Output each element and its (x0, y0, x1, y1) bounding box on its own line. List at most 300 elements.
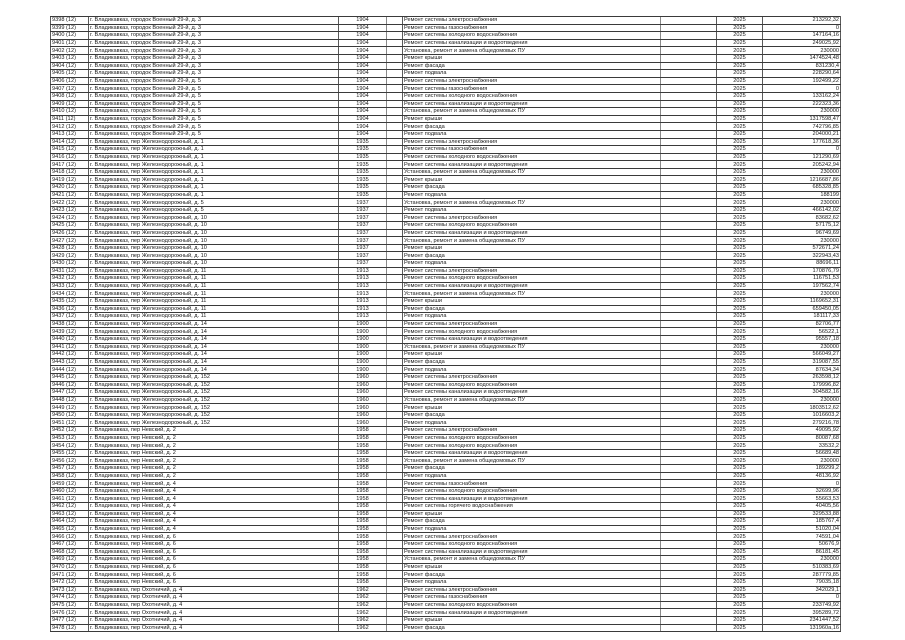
address-cell: г. Владикавказ, пер Железнодорожный, д. 10 (89, 252, 339, 260)
plan-year-cell: 2025 (717, 138, 763, 146)
cost-cell: 87634,34 (763, 366, 841, 374)
blank-cell (661, 214, 717, 222)
table-row (51, 404, 841, 412)
blank-cell (661, 373, 717, 381)
table-row (51, 206, 841, 214)
plan-year-cell: 2025 (717, 556, 763, 564)
blank-cell (661, 457, 717, 465)
blank-cell (387, 176, 403, 184)
address-cell: г. Владикавказ, пер Железнодорожный, д. 10 (89, 229, 339, 237)
row-id-cell: 9439 (12) (51, 328, 89, 336)
blank-cell (387, 275, 403, 283)
blank-cell (661, 578, 717, 586)
cost-cell: 177618,36 (763, 138, 841, 146)
cost-cell: 205242,94 (763, 161, 841, 169)
plan-year-cell: 2025 (717, 153, 763, 161)
blank-cell (661, 39, 717, 47)
cost-cell: 55663,53 (763, 495, 841, 503)
blank-cell (387, 320, 403, 328)
cost-cell: 1317598,47 (763, 115, 841, 123)
table-row (51, 389, 841, 397)
cost-cell: 279216,78 (763, 419, 841, 427)
table-row (51, 578, 841, 586)
plan-year-cell: 2025 (717, 381, 763, 389)
table-row (51, 77, 841, 85)
row-id-cell: 9469 (12) (51, 556, 89, 564)
blank-cell (661, 199, 717, 207)
cost-cell: 742796,85 (763, 123, 841, 131)
table-row (51, 222, 841, 230)
address-cell: г. Владикавказ, пер Охотничий, д. 4 (89, 586, 339, 594)
table-row (51, 616, 841, 624)
build-year-cell: 1962 (339, 586, 387, 594)
table-row (51, 290, 841, 298)
row-id-cell: 9451 (12) (51, 419, 89, 427)
work-type-cell: Ремонт фасада (403, 465, 661, 473)
work-type-cell: Ремонт подвала (403, 191, 661, 199)
row-id-cell: 9426 (12) (51, 229, 89, 237)
row-id-cell: 9414 (12) (51, 138, 89, 146)
address-cell: г. Владикавказ, городок Военный 29-й, д. 5 (89, 85, 339, 93)
work-type-cell: Ремонт системы холодного водоснабжения (403, 275, 661, 283)
table-row (51, 138, 841, 146)
blank-cell (387, 130, 403, 138)
build-year-cell: 1958 (339, 449, 387, 457)
table-row (51, 442, 841, 450)
work-type-cell: Ремонт системы канализации и водоотведения (403, 39, 661, 47)
address-cell: г. Владикавказ, пер Железнодорожный, д. 152 (89, 404, 339, 412)
build-year-cell: 1904 (339, 92, 387, 100)
plan-year-cell: 2025 (717, 62, 763, 70)
plan-year-cell: 2025 (717, 351, 763, 359)
address-cell: г. Владикавказ, пер Железнодорожный, д. 11 (89, 282, 339, 290)
build-year-cell: 1962 (339, 594, 387, 602)
blank-cell (661, 328, 717, 336)
work-type-cell: Ремонт крыши (403, 297, 661, 305)
table-row (51, 457, 841, 465)
table-row (51, 168, 841, 176)
blank-cell (661, 571, 717, 579)
blank-cell (387, 404, 403, 412)
row-id-cell: 9412 (12) (51, 123, 89, 131)
build-year-cell: 1958 (339, 525, 387, 533)
blank-cell (661, 168, 717, 176)
cost-cell: 230000 (763, 396, 841, 404)
blank-cell (387, 457, 403, 465)
build-year-cell: 1962 (339, 616, 387, 624)
plan-year-cell: 2025 (717, 290, 763, 298)
build-year-cell: 1960 (339, 419, 387, 427)
plan-year-cell: 2025 (717, 176, 763, 184)
blank-cell (387, 495, 403, 503)
row-id-cell: 9432 (12) (51, 275, 89, 283)
blank-cell (661, 434, 717, 442)
row-id-cell: 9410 (12) (51, 108, 89, 116)
work-type-cell: Ремонт системы электроснабжения (403, 427, 661, 435)
row-id-cell: 9444 (12) (51, 366, 89, 374)
work-type-cell: Ремонт подвала (403, 130, 661, 138)
work-type-cell: Ремонт фасада (403, 305, 661, 313)
work-type-cell: Ремонт системы холодного водоснабжения (403, 540, 661, 548)
blank-cell (661, 237, 717, 245)
build-year-cell: 1937 (339, 244, 387, 252)
table-row (51, 252, 841, 260)
plan-year-cell: 2025 (717, 92, 763, 100)
cost-cell: 51020,04 (763, 525, 841, 533)
address-cell: г. Владикавказ, пер Невский, д. 6 (89, 548, 339, 556)
table-row (51, 191, 841, 199)
row-id-cell: 9424 (12) (51, 214, 89, 222)
row-id-cell: 9456 (12) (51, 457, 89, 465)
blank-cell (661, 525, 717, 533)
cost-cell: 1016603,2 (763, 411, 841, 419)
cost-cell: 319087,55 (763, 358, 841, 366)
plan-year-cell: 2025 (717, 495, 763, 503)
plan-year-cell: 2025 (717, 586, 763, 594)
cost-cell: 179996,82 (763, 381, 841, 389)
blank-cell (661, 472, 717, 480)
table-row (51, 343, 841, 351)
blank-cell (661, 123, 717, 131)
build-year-cell: 1960 (339, 411, 387, 419)
blank-cell (661, 191, 717, 199)
blank-cell (387, 92, 403, 100)
row-id-cell: 9430 (12) (51, 260, 89, 268)
address-cell: г. Владикавказ, пер Невский, д. 2 (89, 442, 339, 450)
plan-year-cell: 2025 (717, 343, 763, 351)
document-sheet (50, 16, 841, 632)
blank-cell (661, 54, 717, 62)
address-cell: г. Владикавказ, городок Военный 29-й, д. 3 (89, 24, 339, 32)
blank-cell (661, 548, 717, 556)
work-type-cell: Установка, ремонт и замена общедомовых ПУ (403, 343, 661, 351)
blank-cell (661, 389, 717, 397)
cost-cell: 230000 (763, 168, 841, 176)
build-year-cell: 1958 (339, 495, 387, 503)
row-id-cell: 9419 (12) (51, 176, 89, 184)
blank-cell (387, 252, 403, 260)
cost-cell: 510383,69 (763, 563, 841, 571)
row-id-cell: 9472 (12) (51, 578, 89, 586)
row-id-cell: 9415 (12) (51, 146, 89, 154)
build-year-cell: 1900 (339, 351, 387, 359)
build-year-cell: 1935 (339, 184, 387, 192)
work-type-cell: Ремонт системы электроснабжения (403, 17, 661, 25)
blank-cell (661, 449, 717, 457)
cost-cell: 1474524,48 (763, 54, 841, 62)
plan-year-cell: 2025 (717, 548, 763, 556)
work-type-cell: Ремонт фасада (403, 184, 661, 192)
work-type-cell: Ремонт подвала (403, 313, 661, 321)
table-row (51, 487, 841, 495)
blank-cell (661, 275, 717, 283)
address-cell: г. Владикавказ, пер Железнодорожный, д. 152 (89, 411, 339, 419)
row-id-cell: 9398 (12) (51, 17, 89, 25)
work-type-cell: Установка, ремонт и замена общедомовых ПУ (403, 199, 661, 207)
plan-year-cell: 2025 (717, 518, 763, 526)
cost-cell: 329533,88 (763, 510, 841, 518)
address-cell: г. Владикавказ, пер Невский, д. 6 (89, 540, 339, 548)
work-type-cell: Ремонт фасада (403, 571, 661, 579)
cost-cell: 222323,36 (763, 100, 841, 108)
blank-cell (661, 411, 717, 419)
cost-cell: 230000 (763, 237, 841, 245)
plan-year-cell: 2025 (717, 404, 763, 412)
table-row (51, 229, 841, 237)
cost-cell: 685328,85 (763, 184, 841, 192)
address-cell: г. Владикавказ, пер Железнодорожный, д. 14 (89, 358, 339, 366)
plan-year-cell: 2025 (717, 320, 763, 328)
blank-cell (661, 624, 717, 632)
blank-cell (387, 62, 403, 70)
blank-cell (661, 229, 717, 237)
build-year-cell: 1904 (339, 32, 387, 40)
address-cell: г. Владикавказ, пер Железнодорожный, д. 10 (89, 222, 339, 230)
row-id-cell: 9406 (12) (51, 77, 89, 85)
cost-cell: 147164,16 (763, 32, 841, 40)
plan-year-cell: 2025 (717, 267, 763, 275)
address-cell: г. Владикавказ, пер Невский, д. 6 (89, 563, 339, 571)
work-type-cell: Ремонт подвала (403, 366, 661, 374)
address-cell: г. Владикавказ, пер Невский, д. 6 (89, 533, 339, 541)
blank-cell (387, 168, 403, 176)
build-year-cell: 1937 (339, 214, 387, 222)
address-cell: г. Владикавказ, пер Невский, д. 2 (89, 472, 339, 480)
cost-cell: 230000 (763, 290, 841, 298)
work-type-cell: Ремонт системы газоснабжения (403, 24, 661, 32)
table-row (51, 305, 841, 313)
plan-year-cell: 2025 (717, 24, 763, 32)
table-row (51, 533, 841, 541)
plan-year-cell: 2025 (717, 434, 763, 442)
plan-year-cell: 2025 (717, 563, 763, 571)
address-cell: г. Владикавказ, пер Железнодорожный, д. 14 (89, 351, 339, 359)
plan-year-cell: 2025 (717, 540, 763, 548)
blank-cell (661, 480, 717, 488)
table-row (51, 556, 841, 564)
plan-year-cell: 2025 (717, 244, 763, 252)
build-year-cell: 1900 (339, 358, 387, 366)
work-type-cell: Ремонт системы канализации и водоотведения (403, 335, 661, 343)
work-type-cell: Ремонт системы холодного водоснабжения (403, 601, 661, 609)
address-cell: г. Владикавказ, пер Железнодорожный, д. 152 (89, 373, 339, 381)
cost-cell: 659450,05 (763, 305, 841, 313)
blank-cell (387, 244, 403, 252)
work-type-cell: Ремонт фасада (403, 518, 661, 526)
address-cell: г. Владикавказ, городок Военный 29-й, д. 3 (89, 62, 339, 70)
address-cell: г. Владикавказ, пер Невский, д. 6 (89, 571, 339, 579)
cost-cell: 80087,68 (763, 434, 841, 442)
blank-cell (661, 77, 717, 85)
cost-cell: 228290,64 (763, 70, 841, 78)
build-year-cell: 1958 (339, 533, 387, 541)
work-type-cell: Ремонт подвала (403, 419, 661, 427)
plan-year-cell: 2025 (717, 54, 763, 62)
address-cell: г. Владикавказ, пер Железнодорожный, д. 11 (89, 275, 339, 283)
blank-cell (387, 480, 403, 488)
blank-cell (387, 533, 403, 541)
blank-cell (661, 17, 717, 25)
blank-cell (387, 366, 403, 374)
blank-cell (661, 222, 717, 230)
cost-cell: 32699,96 (763, 487, 841, 495)
blank-cell (661, 594, 717, 602)
address-cell: г. Владикавказ, пер Железнодорожный, д. 152 (89, 396, 339, 404)
address-cell: г. Владикавказ, пер Невский, д. 4 (89, 510, 339, 518)
blank-cell (661, 442, 717, 450)
blank-cell (661, 206, 717, 214)
table-row (51, 115, 841, 123)
blank-cell (387, 146, 403, 154)
table-row (51, 480, 841, 488)
row-id-cell: 9442 (12) (51, 351, 89, 359)
row-id-cell: 9460 (12) (51, 487, 89, 495)
row-id-cell: 9403 (12) (51, 54, 89, 62)
cost-cell: 49095,92 (763, 427, 841, 435)
blank-cell (387, 297, 403, 305)
plan-year-cell: 2025 (717, 578, 763, 586)
work-type-cell: Ремонт системы газоснабжения (403, 594, 661, 602)
cost-cell: 181117,33 (763, 313, 841, 321)
blank-cell (387, 594, 403, 602)
address-cell: г. Владикавказ, пер Железнодорожный, д. 14 (89, 320, 339, 328)
blank-cell (387, 267, 403, 275)
plan-year-cell: 2025 (717, 366, 763, 374)
plan-year-cell: 2025 (717, 396, 763, 404)
address-cell: г. Владикавказ, пер Железнодорожный, д. 11 (89, 290, 339, 298)
build-year-cell: 1958 (339, 503, 387, 511)
blank-cell (661, 290, 717, 298)
blank-cell (387, 381, 403, 389)
address-cell: г. Владикавказ, пер Железнодорожный, д. 1 (89, 146, 339, 154)
table-row (51, 419, 841, 427)
table-row (51, 571, 841, 579)
blank-cell (661, 563, 717, 571)
plan-year-cell: 2025 (717, 525, 763, 533)
address-cell: г. Владикавказ, пер Железнодорожный, д. 10 (89, 244, 339, 252)
blank-cell (387, 616, 403, 624)
table-row (51, 518, 841, 526)
address-cell: г. Владикавказ, городок Военный 29-й, д. 5 (89, 108, 339, 116)
blank-cell (387, 123, 403, 131)
build-year-cell: 1904 (339, 85, 387, 93)
row-id-cell: 9422 (12) (51, 199, 89, 207)
plan-year-cell: 2025 (717, 601, 763, 609)
build-year-cell: 1937 (339, 206, 387, 214)
row-id-cell: 9467 (12) (51, 540, 89, 548)
blank-cell (661, 176, 717, 184)
cost-cell: 96749,69 (763, 229, 841, 237)
table-row (51, 465, 841, 473)
address-cell: г. Владикавказ, пер Железнодорожный, д. 5 (89, 199, 339, 207)
table-row (51, 267, 841, 275)
blank-cell (387, 518, 403, 526)
table-row (51, 54, 841, 62)
blank-cell (387, 70, 403, 78)
blank-cell (387, 229, 403, 237)
address-cell: г. Владикавказ, пер Невский, д. 2 (89, 449, 339, 457)
blank-cell (387, 290, 403, 298)
blank-cell (661, 244, 717, 252)
cost-cell: 233749,92 (763, 601, 841, 609)
plan-year-cell: 2025 (717, 47, 763, 55)
table-row (51, 47, 841, 55)
plan-year-cell: 2025 (717, 70, 763, 78)
row-id-cell: 9459 (12) (51, 480, 89, 488)
address-cell: г. Владикавказ, пер Железнодорожный, д. 10 (89, 214, 339, 222)
build-year-cell: 1958 (339, 563, 387, 571)
build-year-cell: 1900 (339, 328, 387, 336)
plan-year-cell: 2025 (717, 206, 763, 214)
cost-cell: 566049,27 (763, 351, 841, 359)
blank-cell (661, 146, 717, 154)
blank-cell (661, 92, 717, 100)
cost-cell: 204000,21 (763, 130, 841, 138)
row-id-cell: 9435 (12) (51, 297, 89, 305)
address-cell: г. Владикавказ, городок Военный 29-й, д. 5 (89, 123, 339, 131)
work-type-cell: Ремонт системы холодного водоснабжения (403, 442, 661, 450)
build-year-cell: 1958 (339, 548, 387, 556)
work-type-cell: Ремонт крыши (403, 351, 661, 359)
row-id-cell: 9457 (12) (51, 465, 89, 473)
plan-year-cell: 2025 (717, 449, 763, 457)
blank-cell (387, 578, 403, 586)
blank-cell (661, 503, 717, 511)
table-row (51, 153, 841, 161)
blank-cell (661, 556, 717, 564)
work-type-cell: Ремонт системы холодного водоснабжения (403, 222, 661, 230)
build-year-cell: 1904 (339, 62, 387, 70)
row-id-cell: 9452 (12) (51, 427, 89, 435)
blank-cell (387, 427, 403, 435)
blank-cell (387, 465, 403, 473)
blank-cell (661, 267, 717, 275)
build-year-cell: 1958 (339, 540, 387, 548)
blank-cell (661, 282, 717, 290)
address-cell: г. Владикавказ, пер Железнодорожный, д. 1 (89, 153, 339, 161)
build-year-cell: 1913 (339, 313, 387, 321)
work-type-cell: Ремонт системы холодного водоснабжения (403, 32, 661, 40)
address-cell: г. Владикавказ, городок Военный 29-й, д. 3 (89, 17, 339, 25)
work-type-cell: Ремонт фасада (403, 252, 661, 260)
build-year-cell: 1962 (339, 601, 387, 609)
work-type-cell: Ремонт системы электроснабжения (403, 586, 661, 594)
blank-cell (387, 571, 403, 579)
build-year-cell: 1904 (339, 130, 387, 138)
plan-year-cell: 2025 (717, 85, 763, 93)
address-cell: г. Владикавказ, пер Невский, д. 4 (89, 518, 339, 526)
plan-year-cell: 2025 (717, 313, 763, 321)
build-year-cell: 1935 (339, 146, 387, 154)
row-id-cell: 9453 (12) (51, 434, 89, 442)
address-cell: г. Владикавказ, городок Военный 29-й, д. 3 (89, 70, 339, 78)
blank-cell (387, 199, 403, 207)
work-type-cell: Ремонт системы холодного водоснабжения (403, 92, 661, 100)
address-cell: г. Владикавказ, городок Военный 29-й, д. 5 (89, 130, 339, 138)
address-cell: г. Владикавказ, городок Военный 29-й, д. 3 (89, 32, 339, 40)
blank-cell (387, 510, 403, 518)
build-year-cell: 1960 (339, 381, 387, 389)
blank-cell (387, 343, 403, 351)
table-row (51, 449, 841, 457)
work-type-cell: Ремонт системы электроснабжения (403, 320, 661, 328)
blank-cell (387, 624, 403, 632)
blank-cell (387, 525, 403, 533)
table-row (51, 594, 841, 602)
plan-year-cell: 2025 (717, 609, 763, 617)
row-id-cell: 9464 (12) (51, 518, 89, 526)
row-id-cell: 9462 (12) (51, 503, 89, 511)
